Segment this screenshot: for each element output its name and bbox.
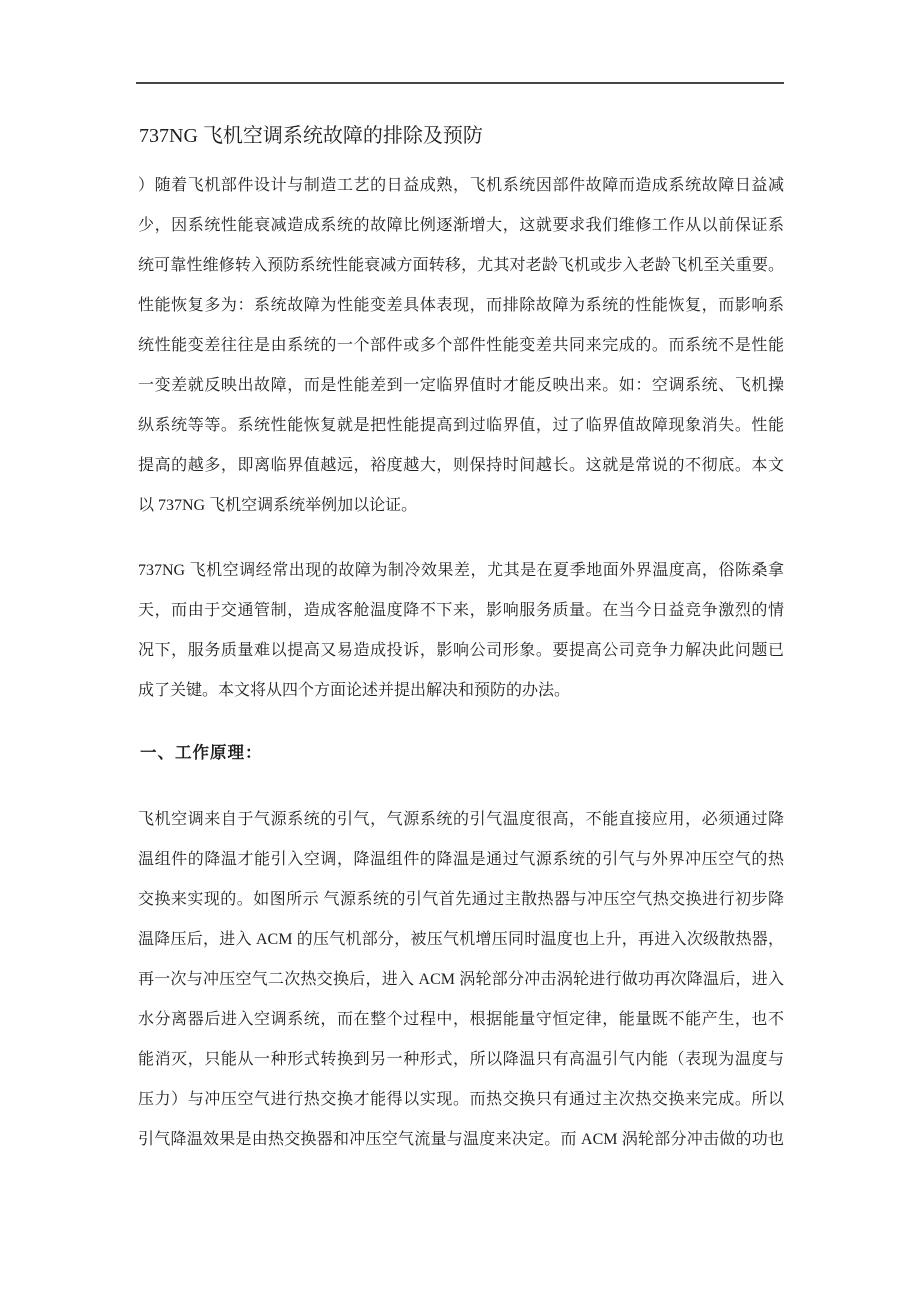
text-line: 737NG 飞机空调经常出现的故障为制冷效果差，尤其是在夏季地面外界温度高，俗陈桑拿	[138, 562, 784, 579]
text-line: 况下，服务质量难以提高又易造成投诉，影响公司形象。要提高公司竞争力解决此问题已	[138, 642, 784, 659]
text-line: 温降压后，进入 ACM 的压气机部分，被压气机增压同时温度也上升，再进入次级散热器，	[138, 931, 784, 948]
text-line: 少，因系统性能衰减造成系统的故障比例逐渐增大，这就要求我们维修工作从以前保证系	[138, 217, 784, 234]
text-line: 引气降温效果是由热交换器和冲压空气流量与温度来决定。而 ACM 涡轮部分冲击做的功也	[138, 1131, 784, 1148]
paragraph-intro	[138, 166, 784, 526]
text-line: 交换来实现的。如图所示 气源系统的引气首先通过主散热器与冲压空气热交换进行初步降	[138, 891, 784, 908]
header-divider	[136, 82, 784, 84]
section1-heading: 一、工作原理：	[140, 744, 263, 762]
text-line: 温组件的降温才能引入空调，降温组件的降温是通过气源系统的引气与外界冲压空气的热	[138, 851, 784, 868]
text-line: 水分离器后进入空调系统，而在整个过程中，根据能量守恒定律，能量既不能产生，也不	[138, 1011, 784, 1028]
page-title: 737NG 飞机空调系统故障的排除及预防	[139, 125, 483, 147]
text-line: 能消灭，只能从一种形式转换到另一种形式，所以降温只有高温引气内能（表现为温度与	[138, 1051, 784, 1068]
text-line: 成了关键。本文将从四个方面论述并提出解决和预防的办法。	[138, 682, 571, 699]
text-line: 再一次与冲压空气二次热交换后，进入 ACM 涡轮部分冲击涡轮进行做功再次降温后，进入	[138, 971, 784, 988]
paragraph-section1	[138, 800, 784, 1160]
text-line: 天，而由于交通管制，造成客舱温度降不下来，影响服务质量。在当今日益竞争激烈的情	[138, 602, 784, 619]
paragraph-overview	[138, 551, 784, 711]
text-line: 飞机空调来自于气源系统的引气，气源系统的引气温度很高，不能直接应用，必须通过降	[138, 811, 784, 828]
text-line: 纵系统等等。系统性能恢复就是把性能提高到过临界值，过了临界值故障现象消失。性能	[138, 417, 784, 434]
text-line: 性能恢复多为：系统故障为性能变差具体表现，而排除故障为系统的性能恢复，而影响系	[138, 297, 784, 314]
text-line: 以 737NG 飞机空调系统举例加以论证。	[138, 497, 418, 514]
text-line: 提高的越多，即离临界值越远，裕度越大，则保持时间越长。这就是常说的不彻底。本文	[138, 457, 784, 474]
text-line: ）随着飞机部件设计与制造工艺的日益成熟，飞机系统因部件故障而造成系统故障日益减	[138, 177, 784, 194]
text-line: 统性能变差往往是由系统的一个部件或多个部件性能变差共同来完成的。而系统不是性能	[138, 337, 784, 354]
text-line: 一变差就反映出故障，而是性能差到一定临界值时才能反映出来。如：空调系统、飞机操	[138, 377, 784, 394]
text-line: 压力）与冲压空气进行热交换才能得以实现。而热交换只有通过主次热交换来完成。所以	[138, 1091, 784, 1108]
text-line: 统可靠性维修转入预防系统性能衰减方面转移，尤其对老龄飞机或步入老龄飞机至关重要。	[138, 257, 784, 274]
